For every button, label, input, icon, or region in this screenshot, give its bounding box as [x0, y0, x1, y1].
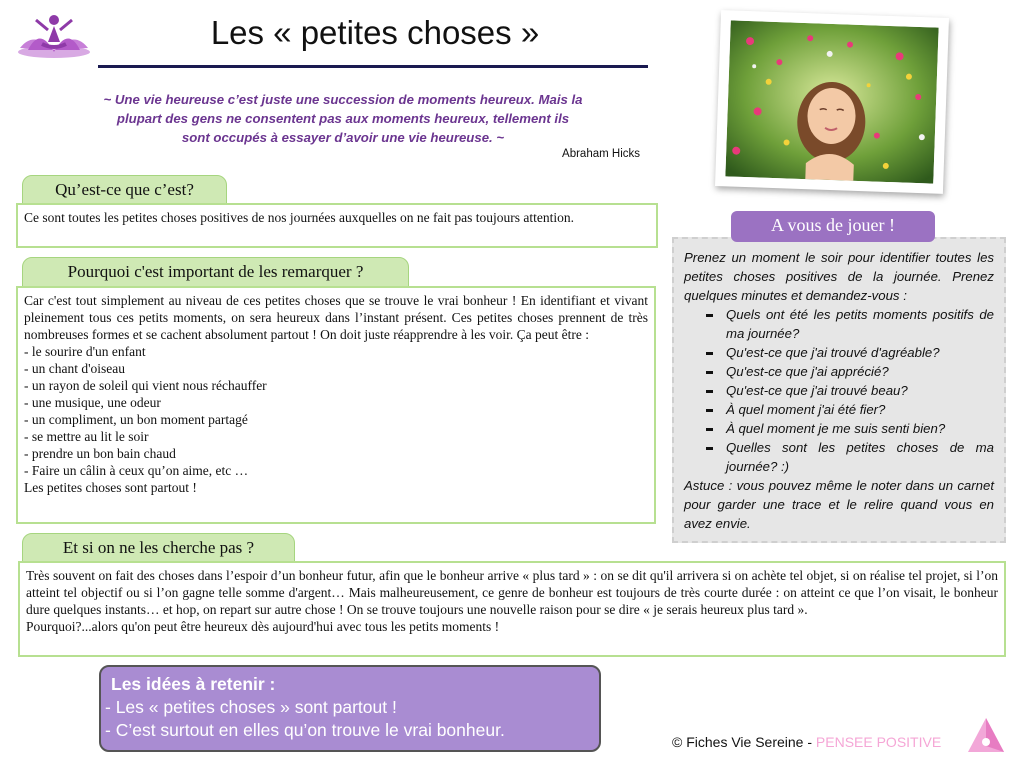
question-item: Qu'est-ce que j'ai trouvé d'agréable? — [706, 343, 994, 362]
question-item: À quel moment je me suis senti bien? — [706, 419, 994, 438]
list-item: - un rayon de soleil qui vient nous réchauffer — [24, 378, 267, 393]
question-item: À quel moment j'ai été fier? — [706, 400, 994, 419]
photo-frame — [715, 10, 949, 194]
list-item: - se mettre au lit le soir — [24, 429, 149, 444]
if-not-text: Très souvent on fait des choses dans l’espoir d’un bonheur futur, afin que le bonheur arrive « plus tard » : on se dit qu'il arrivera si on achète tel objet, si on réalise tel projet, si l’on atteint tel objectif ou si l’on gagne telle somme d'argent… Mais malheureusement, ce genre de bonheur est toujours de très courte durée : on atteint ce que l’on visait, le bonheur dure quelques instants… et hop, on repart sur autre chose ! On se trouve toujours une nouvelle raison pour se dire « je serais heureux plus tard ». — [26, 568, 998, 617]
list-item: - un chant d'oiseau — [24, 361, 126, 376]
list-item: - le sourire d'un enfant — [24, 344, 146, 359]
section-heading-if-not: Et si on ne les cherche pas ? — [22, 533, 295, 563]
question-item: Qu'est-ce que j'ai trouvé beau? — [706, 381, 994, 400]
footer — [672, 734, 941, 750]
why-closing: Les petites choses sont partout ! — [24, 480, 197, 495]
exercise-tip: Astuce : vous pouvez même le noter dans un carnet pour garder une trace et le relire quand vous en avez envie. — [684, 478, 994, 531]
list-item: - prendre un bon bain chaud — [24, 446, 176, 461]
section-heading-why: Pourquoi c'est important de les remarquer ? — [22, 257, 409, 287]
exercise-heading: A vous de jouer ! — [731, 211, 935, 242]
exercise-questions — [684, 305, 994, 476]
section-body-if-not — [18, 561, 1006, 657]
quote-line: plupart des gens ne consentent pas aux moments heureux, tellement ils — [116, 111, 570, 126]
title-underline — [98, 65, 648, 68]
quote-line: ~ Une vie heureuse c’est juste une succession de moments heureux. Mais la — [103, 92, 583, 107]
quote-line: sont occupés à essayer d’avoir une vie heureuse. ~ — [181, 130, 505, 145]
quote — [86, 90, 600, 147]
section-body-why — [16, 286, 656, 524]
key-ideas-heading: Les idées à retenir : — [111, 674, 276, 694]
footer-copyright: © Fiches Vie Sereine - — [672, 734, 816, 750]
page-title: Les « petites choses » — [210, 14, 540, 51]
footer-category: PENSEE POSITIVE — [815, 734, 942, 750]
list-item: - un compliment, un bon moment partagé — [24, 412, 248, 427]
key-idea-item: - Les « petites choses » sont partout ! — [105, 697, 397, 717]
quote-author: Abraham Hicks — [562, 148, 640, 160]
pyramid-icon — [964, 714, 1008, 758]
question-item: Quels ont été les petits moments positifs de ma journée? — [706, 305, 994, 343]
girl-flowers-photo — [725, 20, 938, 183]
list-item: - une musique, une odeur — [24, 395, 161, 410]
exercise-panel — [672, 237, 1006, 543]
exercise-intro: Prenez un moment le soir pour identifier toutes les petites choses positives de la journée. Prenez quelques minutes et demandez-vous : — [684, 250, 994, 303]
section-heading-what: Qu’est-ce que c’est? — [22, 175, 227, 204]
question-item: Quelles sont les petites choses de ma journée? :) — [706, 438, 994, 476]
question-item: Qu'est-ce que j'ai apprécié? — [706, 362, 994, 381]
lotus-meditation-logo-icon — [14, 10, 94, 68]
why-intro: Car c'est tout simplement au niveau de ces petites choses que se trouve le vrai bonheur ! En identifiant et vivant pleinement tous ces petits moments, on sera heureux dans l’instant présent. Ces petites choses prennent de très nombreuses formes et se cachent absolument partout ! On doit juste réapprendre à les voir. Ça peut être : — [24, 293, 648, 342]
if-not-closing: Pourquoi?...alors qu'on peut être heureux dès aujourd'hui avec tous les petits moments ! — [26, 619, 500, 634]
section-body-what: Ce sont toutes les petites choses positives de nos journées auxquelles on ne fait pas toujours attention. — [16, 203, 658, 248]
key-idea-item: - C’est surtout en elles qu’on trouve le vrai bonheur. — [105, 720, 505, 740]
key-ideas-box — [99, 665, 601, 752]
list-item: - Faire un câlin à ceux qu’on aime, etc … — [24, 463, 249, 478]
